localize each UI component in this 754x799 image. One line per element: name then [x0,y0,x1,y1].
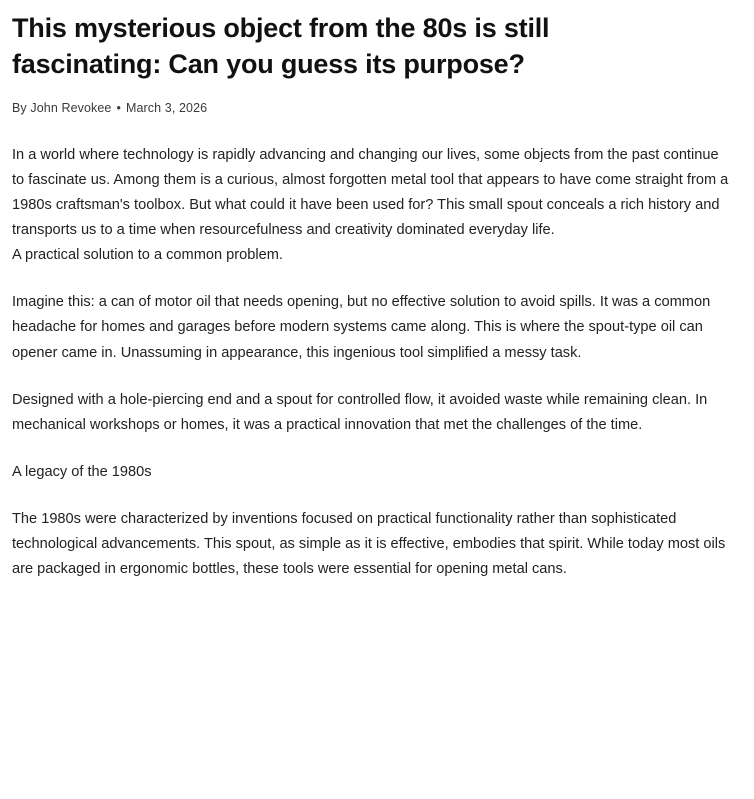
page-title: This mysterious object from the 80s is still fascinating: Can you guess its purpose? [12,13,550,80]
byline-separator: • [116,100,121,115]
byline-author: By John Revokee [12,100,112,115]
article-body [12,143,734,582]
article-paragraph: The 1980s were characterized by inventions focused on practical functionality rather than sophisticated technological advancements. This spout, as simple as it is effective, embodies that spirit. While today most oils are packaged in ergonomic bottles, these tools were essential for opening metal cans. [12,510,726,578]
article-paragraph: Designed with a hole-piercing end and a spout for controlled flow, it avoided waste while remaining clean. In mechanical workshops or homes, it was a practical innovation that met the challenges of the time. [12,391,708,433]
byline-date: March 3, 2026 [125,100,208,115]
byline [12,101,734,115]
article-paragraph: Imagine this: a can of motor oil that needs opening, but no effective solution to avoid spills. It was a common headache for homes and garages before modern systems came along. This is where the spout-type oil can opener came in. Unassuming in appearance, this ingenious tool simplified a messy task. [12,294,711,361]
article-section-heading: A legacy of the 1980s [12,463,152,480]
article-paragraph: A practical solution to a common problem. [12,247,283,264]
article-paragraph: In a world where technology is rapidly advancing and changing our lives, some objects from the past continue to fascinate us. Among them is a curious, almost forgotten metal tool that appears to have come straight from a 1980s craftsman's toolbox. But what could it have been used for? This small spout conceals a rich history and transports us to a time when resourcefulness and creativity dominated everyday life. [12,146,729,239]
